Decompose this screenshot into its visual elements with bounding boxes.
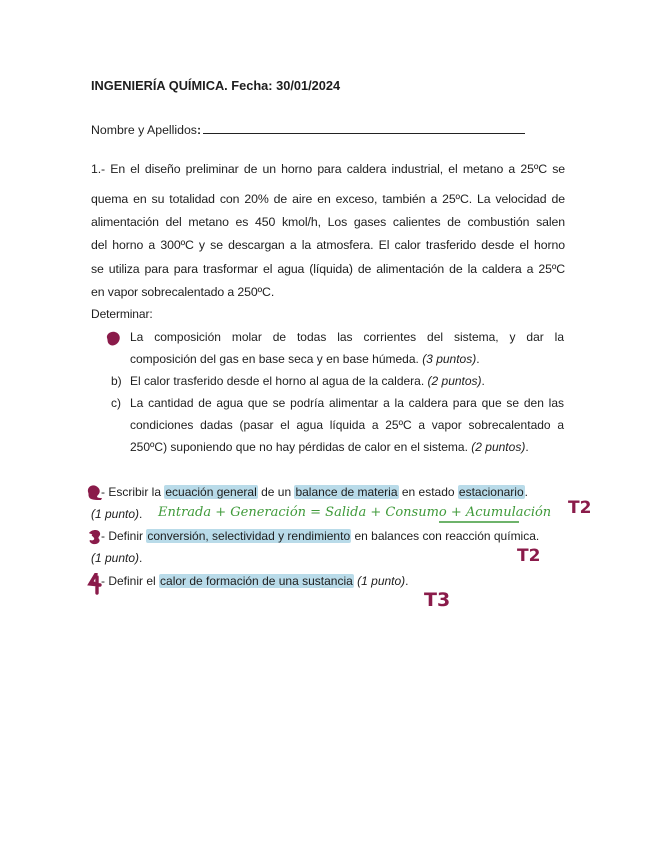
handwritten-underline bbox=[438, 520, 520, 524]
q1-line-3: alimentación del metano es 450 kmol/h, Los gases calientes de combustión salen bbox=[91, 215, 565, 229]
handwritten-tag-q4: T3 bbox=[424, 589, 451, 611]
q3-line-1: - Definir conversión, selectividad y rendimiento en balances con reacción química. bbox=[101, 529, 540, 543]
q2-points: (1 punto). bbox=[91, 507, 143, 521]
item-c-line-2: condiciones dadas (pasar el agua líquida a 25ºC a vapor sobrecalentado a bbox=[130, 418, 564, 432]
q1-line-5: se utiliza para para trasformar el agua (líquida) de alimentación de la caldera a 25ºC bbox=[91, 262, 565, 276]
highlight-estacionario: estacionario bbox=[458, 485, 524, 499]
q4-line-1: - Definir el calor de formación de una sustancia (1 punto). bbox=[101, 574, 409, 588]
ink-dot-marker-a-icon bbox=[104, 330, 122, 348]
handwritten-tag-q3: T2 bbox=[517, 546, 541, 566]
exam-header: INGENIERÍA QUÍMICA. Fecha: 30/01/2024 bbox=[91, 78, 341, 93]
highlight-balance-de-materia: balance de materia bbox=[295, 485, 398, 499]
q1-line-4: del horno a 300ºC y se descargan a la atmosfera. El calor trasferido desde el horno bbox=[91, 238, 565, 252]
item-b-marker: b) bbox=[111, 374, 122, 388]
name-label: Nombre y Apellidos bbox=[91, 123, 197, 137]
q1-line-6: en vapor sobrecalentado a 250ºC. bbox=[91, 285, 275, 299]
q3-points: (1 punto). bbox=[91, 551, 143, 565]
determinar-label: Determinar: bbox=[91, 307, 153, 321]
item-b-text: El calor trasferido desde el horno al agua de la caldera. (2 puntos). bbox=[130, 374, 485, 388]
name-blank-line[interactable] bbox=[203, 121, 525, 134]
handwritten-tag-q2: T2 bbox=[568, 498, 592, 518]
name-field bbox=[91, 121, 525, 138]
item-c-marker: c) bbox=[111, 396, 121, 410]
handwritten-answer-q2: Entrada + Generación = Salida + Consumo + Acumulación bbox=[158, 505, 552, 520]
q1-line-2: quema en su totalidad con 20% de aire en exceso, también a 25ºC. La velocidad de bbox=[91, 192, 565, 206]
item-a-line-2: composición del gas en base seca y en base húmeda. (3 puntos). bbox=[130, 352, 480, 366]
highlight-conversion-selectividad-rendimiento: conversión, selectividad y rendimiento bbox=[147, 529, 351, 543]
name-colon: : bbox=[196, 123, 202, 137]
highlight-ecuacion-general: ecuación general bbox=[165, 485, 257, 499]
item-c-line-1: La cantidad de agua que se podría alimentar a la caldera para que se den las bbox=[130, 396, 564, 410]
q1-line-1: 1.- En el diseño preliminar de un horno para caldera industrial, el metano a 25ºC se bbox=[91, 162, 565, 176]
q2-line-1: - Escribir la ecuación general de un balance de materia en estado estacionario. bbox=[101, 485, 528, 499]
item-c-line-3: 250ºC) suponiendo que no hay pérdidas de calor en el sistema. (2 puntos). bbox=[130, 440, 529, 454]
item-a-line-1: La composición molar de todas las corrientes del sistema, y dar la bbox=[130, 330, 564, 344]
highlight-calor-de-formacion: calor de formación de una sustancia bbox=[160, 574, 353, 588]
